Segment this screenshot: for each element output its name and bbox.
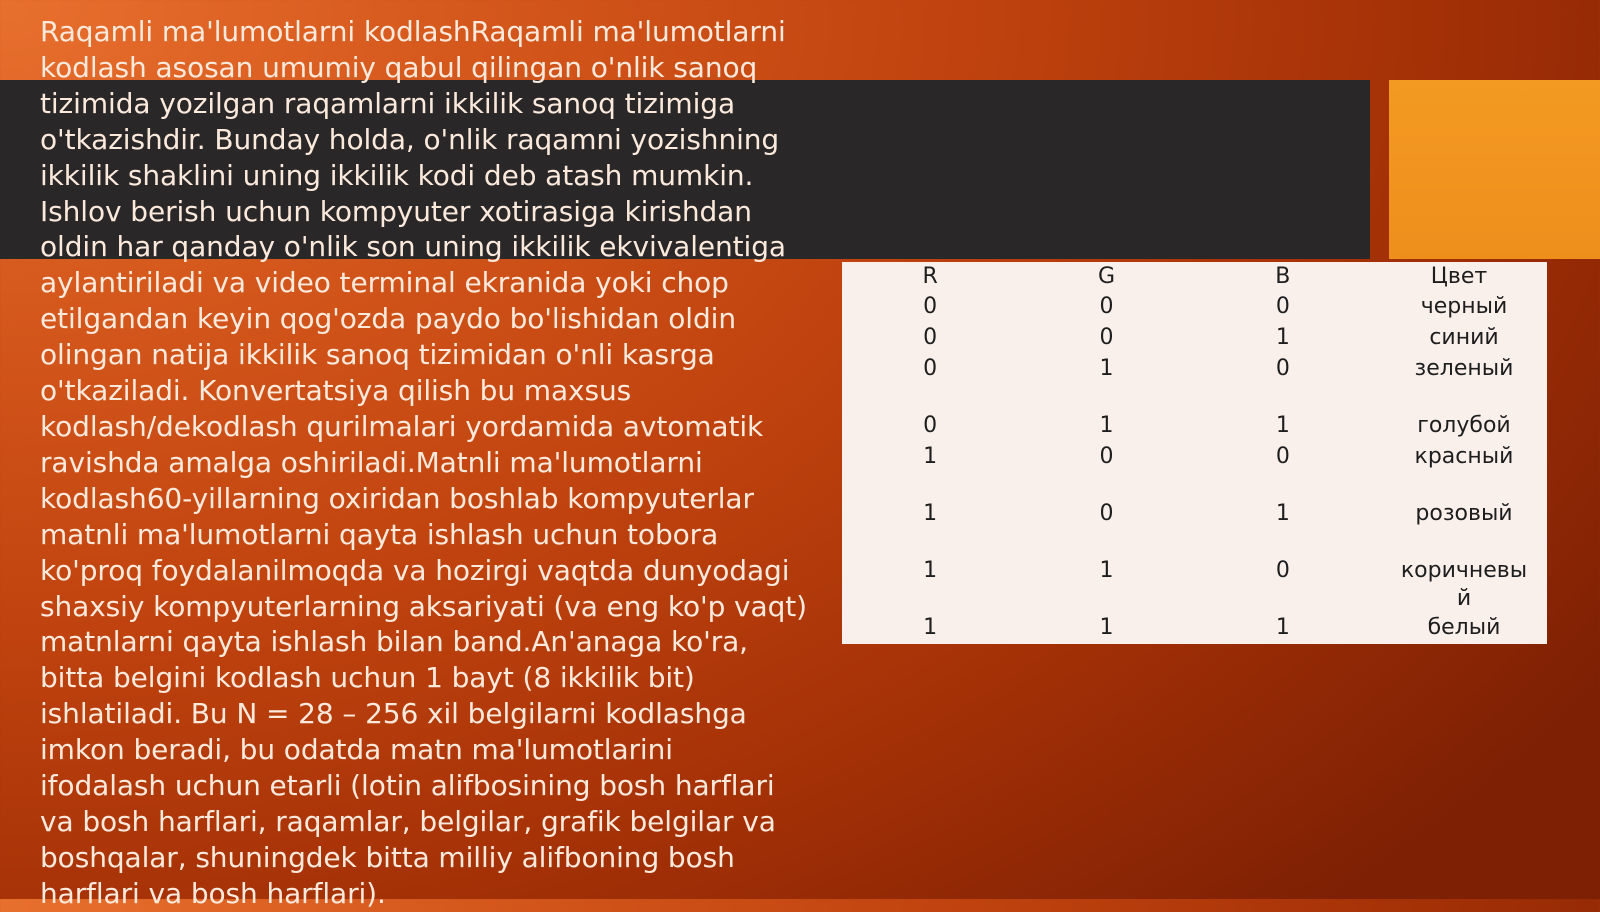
cell-r: 0 — [923, 325, 938, 350]
cell-b: 0 — [1275, 356, 1290, 381]
cell-g: 1 — [1099, 558, 1114, 583]
cell-g: 1 — [1099, 615, 1114, 640]
header-g: G — [1097, 264, 1116, 289]
cell-r: 0 — [923, 356, 938, 381]
cell-r: 1 — [923, 501, 938, 526]
cell-g: 0 — [1099, 325, 1114, 350]
cell-b: 1 — [1275, 501, 1290, 526]
cell-b: 1 — [1275, 325, 1290, 350]
cell-g: 0 — [1099, 444, 1114, 469]
cell-r: 1 — [923, 444, 938, 469]
table-row — [842, 292, 1547, 323]
cell-g: 1 — [1099, 356, 1114, 381]
cell-color-name: розовый — [1415, 501, 1513, 526]
cell-g: 1 — [1099, 413, 1114, 438]
header-color: Цвет — [1430, 264, 1488, 289]
cell-g: 0 — [1099, 294, 1114, 319]
table-header-row — [842, 262, 1547, 292]
slide-body-text[interactable]: Raqamli ma'lumotlarni kodlashRaqamli ma'lumotlarni kodlash asosan umumiy qabul qilingan o'nlik sanoq tizimida yozilgan raqamlarni ikkilik sanoq tizimiga o'tkazishdir. Bunday holda, o'nlik raqamni yozishning ikkilik shaklini uning ikkilik kodi deb atash mumkin. Ishlov berish uchun kompyuter xotirasiga kirishdan oldin har qanday o'nlik son uning ikkilik ekvivalentiga aylantiriladi va video terminal ekranida yoki chop etilgandan keyin qog'ozda paydo bo'lishidan oldin olingan natija ikkilik sanoq tizimidan o'nli kasrga o'tkaziladi. Konvertatsiya qilish bu maxsus kodlash/dekodlash qurilmalari yordamida avtomatik ravishda amalga oshiriladi.Matnli ma'lumotlarni kodlash60-yillarning oxiridan boshlab kompyuterlar matnli ma'lumotlarni qayta ishlash uchun tobora ko'proq foydalanilmoqda va hozirgi vaqtda dunyodagi shaxsiy kompyuterlarning aksariyati (va eng ko'p vaqt) matnlarni qayta ishlash bilan band.An'anaga ko'ra, bitta belgini kodlash uchun 1 bayt (8 ikkilik bit) ishlatiladi. Bu N = 28 – 256 xil belgilarni kodlashga imkon beradi, bu odatda matn ma'lumotlarini ifodalash uchun etarli (lotin alifbosining bosh harflari va bosh harflari, raqamlar, belgilar, grafik belgilar va boshqalar, shuningdek bitta milliy alifboning bosh harflari va bosh harflari). — [40, 15, 807, 910]
table-row — [842, 556, 1547, 613]
table-row — [842, 323, 1547, 354]
cell-r: 0 — [923, 413, 938, 438]
cell-color-name: синий — [1429, 325, 1499, 350]
cell-color-name: голубой — [1417, 413, 1511, 438]
cell-color-name: черный — [1420, 294, 1508, 319]
header-b: B — [1275, 264, 1291, 289]
table-row — [842, 411, 1547, 442]
cell-color-name: коричневый — [1400, 558, 1528, 611]
cell-b: 0 — [1275, 558, 1290, 583]
cell-g: 0 — [1099, 501, 1114, 526]
cell-b: 0 — [1275, 294, 1290, 319]
table-row — [842, 499, 1547, 556]
cell-b: 1 — [1275, 615, 1290, 640]
cell-color-name: красный — [1414, 444, 1514, 469]
table-row — [842, 442, 1547, 499]
cell-b: 1 — [1275, 413, 1290, 438]
header-r: R — [922, 264, 938, 289]
table-row — [842, 354, 1547, 411]
cell-r: 0 — [923, 294, 938, 319]
rgb-color-table — [842, 262, 1547, 644]
table-row — [842, 613, 1547, 644]
cell-r: 1 — [923, 615, 938, 640]
cell-color-name: зеленый — [1414, 356, 1514, 381]
cell-b: 0 — [1275, 444, 1290, 469]
cell-color-name: белый — [1427, 615, 1501, 640]
cell-r: 1 — [923, 558, 938, 583]
orange-accent-block — [1389, 80, 1600, 259]
